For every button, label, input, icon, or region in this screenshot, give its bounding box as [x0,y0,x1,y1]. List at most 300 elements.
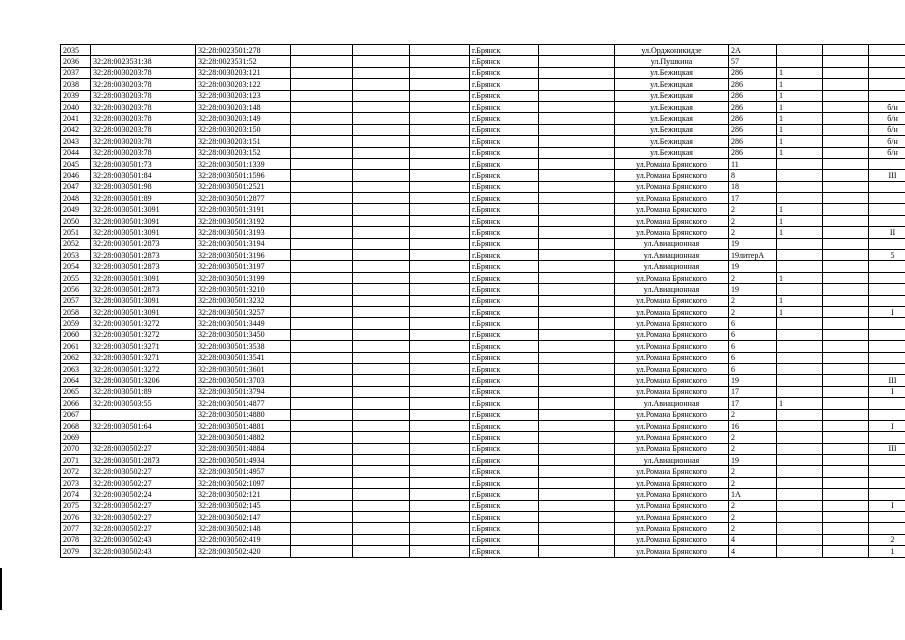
table-cell [353,375,410,386]
table-cell [823,215,869,226]
table-cell [291,341,353,352]
table-cell [353,113,410,124]
table-cell: 32:28:0030501:2873 [91,250,196,261]
table-cell [291,375,353,386]
table-row [61,523,905,534]
table-row [61,363,905,374]
table-cell: ул.Бежицкая [615,79,729,90]
table-cell: б/н [869,124,905,135]
table-cell: 2059 [61,318,91,329]
table-cell [539,352,615,363]
table-cell [539,193,615,204]
table-cell: 32:28:0030501:3091 [91,204,196,215]
table-cell [291,193,353,204]
table-cell: 32:28:0030501:4934 [196,455,291,466]
table-cell [823,500,869,511]
table-row [61,124,905,135]
table-cell: 5 [869,250,905,261]
table-cell [410,250,470,261]
table-cell [410,170,470,181]
table-row [61,432,905,443]
table-row [61,45,905,56]
table-cell: 17 [729,193,777,204]
table-cell: 2 [729,409,777,420]
table-cell: 32:28:0030501:3193 [196,227,291,238]
table-cell [539,363,615,374]
table-row [61,512,905,523]
table-cell [539,443,615,454]
table-cell [410,90,470,101]
table-cell: 32:28:0030501:98 [91,181,196,192]
table-cell: 1 [777,124,823,135]
table-cell [823,295,869,306]
table-cell [410,56,470,67]
table-cell: 2045 [61,158,91,169]
table-cell [539,45,615,56]
table-cell: 1А [729,489,777,500]
table-cell: 2064 [61,375,91,386]
table-cell [353,534,410,545]
table-cell: г.Брянск [470,341,539,352]
table-cell: г.Брянск [470,101,539,112]
table-cell: 32:28:0030502:24 [91,489,196,500]
table-cell: ул.Романа Брянского [615,432,729,443]
table-cell [539,284,615,295]
table-cell: 16 [729,420,777,431]
table-cell [353,181,410,192]
table-cell: 32:28:0030501:3541 [196,352,291,363]
table-cell: 32:28:0030501:3449 [196,318,291,329]
table-cell: 2 [729,272,777,283]
table-cell [353,158,410,169]
table-cell [353,512,410,523]
table-cell [539,386,615,397]
table-cell: 1 [777,67,823,78]
table-cell [539,227,615,238]
table-cell: 2060 [61,329,91,340]
table-cell [539,500,615,511]
table-cell: 286 [729,79,777,90]
table-cell: 17 [729,386,777,397]
table-cell: ул.Бежицкая [615,147,729,158]
table-cell: III [869,170,905,181]
table-cell [353,227,410,238]
table-cell: ул.Авиационная [615,398,729,409]
table-cell: ул.Бежицкая [615,136,729,147]
table-cell [353,90,410,101]
table-cell: 32:28:0030502:1097 [196,477,291,488]
table-cell [777,284,823,295]
table-cell [539,523,615,534]
table-cell [291,79,353,90]
table-cell: ул.Романа Брянского [615,272,729,283]
table-cell: г.Брянск [470,477,539,488]
table-cell: ул.Романа Брянского [615,329,729,340]
table-cell [869,79,905,90]
table-cell [823,375,869,386]
table-cell: 32:28:0030501:64 [91,420,196,431]
table-cell: 32:28:0030501:3232 [196,295,291,306]
table-cell [410,363,470,374]
table-row [61,56,905,67]
table-cell [539,170,615,181]
table-cell [823,363,869,374]
table-cell [823,113,869,124]
table-row [61,500,905,511]
table-cell [410,306,470,317]
table-cell [353,272,410,283]
table-cell [777,420,823,431]
table-cell: III [869,443,905,454]
table-cell: 32:28:0030501:2521 [196,181,291,192]
table-cell [291,124,353,135]
table-cell [539,147,615,158]
table-cell: I [869,500,905,511]
table-cell [410,318,470,329]
table-cell [823,170,869,181]
table-cell: 2063 [61,363,91,374]
table-cell [353,443,410,454]
table-cell [291,432,353,443]
table-cell [823,546,869,557]
table-cell [410,193,470,204]
margin-mark [0,568,2,610]
table-cell [869,284,905,295]
table-cell: г.Брянск [470,136,539,147]
table-cell [410,215,470,226]
table-cell: 32:28:0030501:2873 [91,284,196,295]
table-cell [823,227,869,238]
table-cell: 32:28:0030501:3091 [91,295,196,306]
table-cell [410,272,470,283]
table-cell: 2044 [61,147,91,158]
table-cell: 2070 [61,443,91,454]
table-cell: г.Брянск [470,386,539,397]
table-cell [539,546,615,557]
table-cell: 1 [777,204,823,215]
table-cell [869,329,905,340]
table-cell: 2051 [61,227,91,238]
table-cell [869,341,905,352]
table-cell [823,56,869,67]
table-cell [353,147,410,158]
table-cell [777,193,823,204]
table-cell [410,443,470,454]
table-cell: ул.Романа Брянского [615,546,729,557]
table-cell [291,67,353,78]
table-cell [869,90,905,101]
table-cell: 32:28:0030501:4880 [196,409,291,420]
table-cell: г.Брянск [470,443,539,454]
table-cell [410,147,470,158]
table-cell: ул.Бежицкая [615,124,729,135]
table-cell [539,455,615,466]
table-row [61,90,905,101]
table-cell: ул.Романа Брянского [615,375,729,386]
table-cell: г.Брянск [470,272,539,283]
table-cell [777,523,823,534]
table-cell [410,466,470,477]
table-cell: 32:28:0030501:3194 [196,238,291,249]
table-cell [410,204,470,215]
table-cell [353,466,410,477]
table-cell: 32:28:0030502:148 [196,523,291,534]
table-cell [777,489,823,500]
table-cell: 6 [729,352,777,363]
table-cell [539,466,615,477]
table-cell: г.Брянск [470,158,539,169]
table-cell: 2 [729,204,777,215]
table-cell [410,386,470,397]
table-row [61,386,905,397]
table-cell [410,398,470,409]
table-cell [353,170,410,181]
table-row [61,329,905,340]
table-cell [539,341,615,352]
table-cell: 2054 [61,261,91,272]
table-cell: 1 [777,398,823,409]
table-row [61,489,905,500]
table-cell [869,56,905,67]
registry-table [60,44,905,558]
table-cell: 4 [729,534,777,545]
table-cell: 32:28:0030501:89 [91,193,196,204]
table-cell [410,534,470,545]
table-cell: 32:28:0030203:78 [91,136,196,147]
table-cell: 32:28:0030501:2873 [91,238,196,249]
table-cell: 2 [729,477,777,488]
table-cell [353,56,410,67]
table-cell: г.Брянск [470,56,539,67]
table-cell [539,477,615,488]
table-cell: 2 [729,523,777,534]
table-cell [777,352,823,363]
table-cell [410,284,470,295]
table-cell [539,398,615,409]
table-cell: г.Брянск [470,432,539,443]
table-cell: г.Брянск [470,466,539,477]
table-cell: г.Брянск [470,45,539,56]
table-cell: 32:28:0030501:89 [91,386,196,397]
table-cell: 2067 [61,409,91,420]
table-cell [539,432,615,443]
table-cell [823,204,869,215]
table-cell: 2037 [61,67,91,78]
table-row [61,546,905,557]
table-cell [410,45,470,56]
table-row [61,181,905,192]
table-cell: 2053 [61,250,91,261]
table-cell [777,477,823,488]
table-cell [823,238,869,249]
table-cell [823,306,869,317]
table-cell: 32:28:0030501:4957 [196,466,291,477]
table-cell [869,466,905,477]
table-cell: 1 [777,272,823,283]
table-cell: г.Брянск [470,546,539,557]
table-cell [823,523,869,534]
table-cell: г.Брянск [470,295,539,306]
table-row [61,318,905,329]
table-cell [410,227,470,238]
table-cell: г.Брянск [470,193,539,204]
table-cell: 6 [729,318,777,329]
table-cell [539,272,615,283]
table-cell [353,79,410,90]
table-cell [869,193,905,204]
table-cell [777,512,823,523]
table-body [61,45,905,558]
table-cell: 32:28:0030502:121 [196,489,291,500]
table-cell: г.Брянск [470,284,539,295]
table-cell: 32:28:0030501:3196 [196,250,291,261]
table-cell [291,101,353,112]
table-cell: ул.Авиационная [615,284,729,295]
table-cell: 32:28:0030501:2873 [91,261,196,272]
table-cell: г.Брянск [470,124,539,135]
table-cell [291,534,353,545]
table-cell [291,318,353,329]
table-cell: 32:28:0030501:2877 [196,193,291,204]
table-cell: г.Брянск [470,318,539,329]
table-cell [291,215,353,226]
table-cell: 32:28:0030203:122 [196,79,291,90]
table-cell: 32:28:0030501:3191 [196,204,291,215]
table-row [61,443,905,454]
table-cell: 17 [729,398,777,409]
table-cell [539,318,615,329]
table-cell: ул.Романа Брянского [615,489,729,500]
table-row [61,284,905,295]
table-cell [539,204,615,215]
table-cell [777,250,823,261]
table-cell [539,329,615,340]
table-cell: 2042 [61,124,91,135]
table-cell [823,352,869,363]
table-cell: 2 [729,227,777,238]
table-cell [777,56,823,67]
table-cell [353,215,410,226]
table-cell: 286 [729,67,777,78]
table-cell [353,546,410,557]
table-cell [291,181,353,192]
table-cell: ул.Романа Брянского [615,523,729,534]
table-cell: ул.Бежицкая [615,101,729,112]
table-cell [823,272,869,283]
table-cell: б/н [869,113,905,124]
table-cell: ул.Романа Брянского [615,500,729,511]
table-cell [777,455,823,466]
table-cell [291,443,353,454]
table-cell: 2 [729,466,777,477]
table-cell: ул.Авиационная [615,238,729,249]
table-cell: 1 [777,215,823,226]
table-cell: 2047 [61,181,91,192]
table-cell: 32:28:0023531:52 [196,56,291,67]
table-cell: г.Брянск [470,512,539,523]
table-cell [777,386,823,397]
table-cell: ул.Авиационная [615,250,729,261]
table-cell: б/н [869,136,905,147]
table-row [61,477,905,488]
table-cell [823,420,869,431]
table-cell: 2041 [61,113,91,124]
table-cell [410,420,470,431]
table-cell: г.Брянск [470,500,539,511]
table-cell [869,432,905,443]
table-cell: 32:28:0030501:3091 [91,272,196,283]
table-cell [353,477,410,488]
table-cell: ул.Авиационная [615,455,729,466]
table-row [61,455,905,466]
table-cell: 32:28:0030203:78 [91,113,196,124]
table-cell: 1 [777,79,823,90]
table-cell: 2036 [61,56,91,67]
table-cell [539,79,615,90]
table-cell: 286 [729,136,777,147]
table-cell: I [869,420,905,431]
table-cell: ул.Романа Брянского [615,386,729,397]
table-cell [869,181,905,192]
table-cell: 2 [729,443,777,454]
table-cell [291,204,353,215]
table-cell: 32:28:0030203:78 [91,101,196,112]
table-cell: 19 [729,238,777,249]
table-cell: 32:28:0030501:4882 [196,432,291,443]
table-cell [539,250,615,261]
table-cell: 32:28:0030203:151 [196,136,291,147]
table-cell: 32:28:0030203:149 [196,113,291,124]
table-cell [353,250,410,261]
table-cell [777,238,823,249]
table-cell [777,261,823,272]
table-cell [291,238,353,249]
table-cell [823,534,869,545]
table-cell [823,318,869,329]
table-cell: 1 [869,546,905,557]
table-cell [291,306,353,317]
table-cell: 1 [777,90,823,101]
table-cell [777,329,823,340]
table-cell [353,45,410,56]
table-cell: ул.Романа Брянского [615,409,729,420]
table-cell [291,363,353,374]
table-cell [410,113,470,124]
table-cell: 32:28:0030501:3601 [196,363,291,374]
table-cell: 32:28:0030502:27 [91,466,196,477]
table-cell: 32:28:0030501:4877 [196,398,291,409]
table-row [61,352,905,363]
table-cell: 32:28:0030203:123 [196,90,291,101]
table-cell: 2048 [61,193,91,204]
table-cell [291,45,353,56]
table-row [61,375,905,386]
table-cell: 2075 [61,500,91,511]
table-cell: 32:28:0030203:152 [196,147,291,158]
table-cell [91,45,196,56]
table-cell [777,500,823,511]
table-cell [539,158,615,169]
table-cell: 32:28:0030503:55 [91,398,196,409]
table-cell: 18 [729,181,777,192]
table-cell [539,489,615,500]
table-cell [869,158,905,169]
table-cell [777,181,823,192]
table-cell: 2039 [61,90,91,101]
table-cell: 2049 [61,204,91,215]
table-cell: г.Брянск [470,67,539,78]
table-cell [291,284,353,295]
